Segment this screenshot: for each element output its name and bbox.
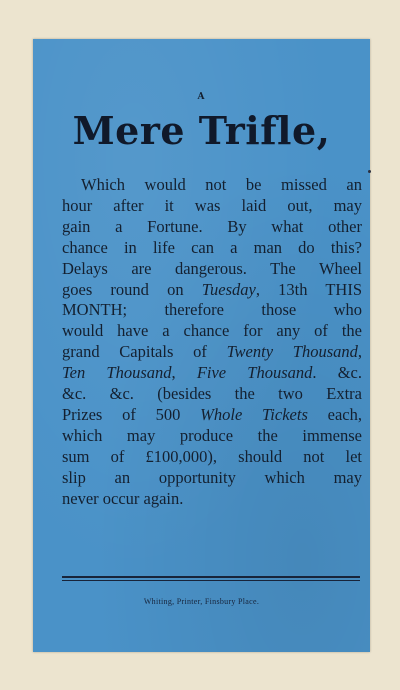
body-text: which may produce the immense [62, 425, 362, 445]
body-line [62, 300, 362, 321]
body-text: grand Capitals of [62, 342, 227, 362]
body-italic-text: Tuesday [201, 279, 256, 299]
body-line [62, 426, 362, 447]
body-line [62, 384, 362, 405]
handbill [33, 39, 370, 652]
headline-article: A [197, 92, 206, 102]
body-text: each, [307, 404, 362, 424]
body-line [62, 447, 362, 468]
body-italic-text: Five Thousand [196, 363, 313, 383]
headline-title: Mere Trifle, [72, 108, 331, 153]
body-text: sum of £100,000), should not let [62, 446, 362, 466]
body-line [62, 363, 362, 384]
body-italic-text: Ten Thousand [62, 363, 172, 383]
body-text: slip an opportunity which may [62, 467, 362, 487]
double-rule-bottom [62, 580, 360, 581]
body-text: chance in life can a man do this? [62, 237, 362, 257]
body-text: goes round on [62, 279, 202, 299]
body-text: gain a Fortune. By what other [62, 216, 362, 236]
body-text: Delays are dangerous. The Wheel [62, 258, 362, 278]
printer-imprint: Whiting, Printer, Finsbury Place. [143, 597, 260, 606]
body-line [62, 489, 362, 510]
body-text: would have a chance for any of the [62, 321, 362, 341]
body-line [62, 259, 362, 280]
ink-speck [368, 170, 371, 173]
body-line [62, 217, 362, 238]
body-text: hour after it was laid out, may [62, 195, 362, 215]
body-line [62, 280, 362, 301]
body-line [62, 405, 362, 426]
body-line [62, 342, 362, 363]
body-text: Prizes of 500 [62, 404, 201, 424]
double-rule-top [62, 576, 360, 578]
body-line [62, 238, 362, 259]
body-text: &c. &c. (besides the two Extra [62, 384, 362, 404]
body-text: Which would not be missed an [81, 175, 362, 194]
body-text: . &c. [312, 363, 362, 383]
body-text: never occur again. [62, 488, 184, 508]
body-line [62, 321, 362, 342]
body-text: , 13th THIS [255, 279, 363, 299]
body-text: , [171, 363, 197, 383]
body-line [62, 196, 362, 217]
body-text: MONTH; therefore those who [62, 300, 362, 320]
body-italic-text: Twenty Thousand [226, 342, 358, 362]
body-paragraph [62, 175, 362, 510]
body-italic-text: Whole Tickets [200, 404, 308, 424]
body-text: , [357, 342, 362, 362]
body-line [62, 468, 362, 489]
body-line [62, 175, 362, 196]
